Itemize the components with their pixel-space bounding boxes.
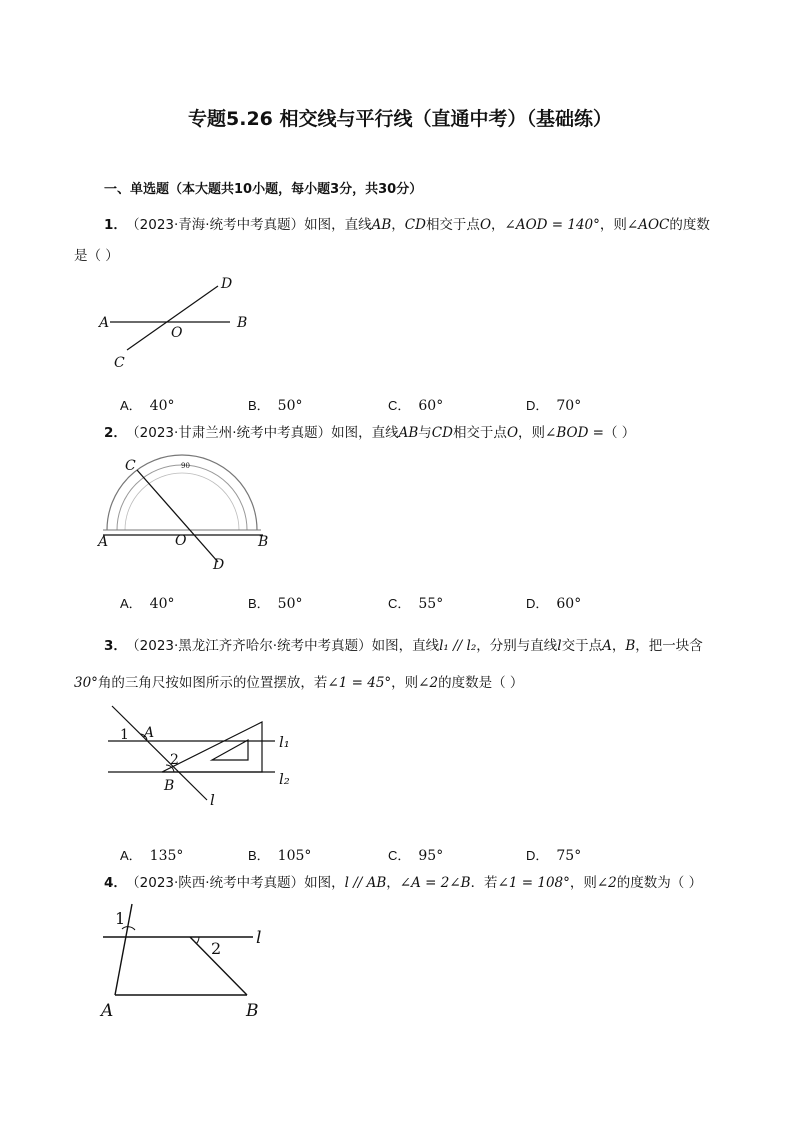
- question-number: 2．: [104, 425, 127, 441]
- line-l: [112, 706, 207, 800]
- q3-option-a[interactable]: A． 135°: [120, 848, 184, 864]
- label-o: O: [175, 533, 187, 549]
- label-b: B: [237, 315, 248, 331]
- question-1-figure: [90, 270, 290, 375]
- q3-option-b[interactable]: B． 105°: [248, 848, 312, 864]
- label-a: A: [99, 315, 110, 331]
- label-a: A: [98, 534, 109, 550]
- section-heading: 一、单选题（本大题共10小题，每小题3分，共30分）: [104, 182, 423, 197]
- label-b: B: [246, 1001, 259, 1021]
- label-a: A: [101, 1001, 114, 1021]
- question-4-figure: [95, 900, 295, 1025]
- label-l: l: [256, 928, 262, 948]
- question-1-line-2: 是（ ）: [74, 248, 119, 264]
- label-l: l: [210, 791, 215, 809]
- label-l2: l₂: [279, 770, 290, 788]
- protractor-90-label: 90: [181, 462, 190, 470]
- page-title: 专题5.26 相交线与平行线（直通中考）（基础练）: [188, 108, 612, 130]
- question-number: 4．: [104, 875, 127, 891]
- label-c: C: [114, 355, 125, 371]
- label-d: D: [221, 276, 233, 292]
- label-angle-1: 1: [115, 909, 126, 928]
- q3-option-d[interactable]: D． 75°: [526, 848, 582, 864]
- label-angle-1: 1: [120, 727, 129, 743]
- question-3-line-1: 3． （2023·黑龙江齐齐哈尔·统考中考真题）如图，直线l₁ // l₂，分别与直线l交于点A，B，把一块含: [104, 638, 703, 654]
- q3-option-c[interactable]: C． 95°: [388, 848, 444, 864]
- q1-option-b[interactable]: B． 50°: [248, 398, 303, 414]
- question-4-line-1: 4． （2023·陕西·统考中考真题）如图，l // AB，∠A = 2∠B．若∠1 = 108°，则∠2的度数为（ ）: [104, 875, 703, 891]
- question-number: 3．: [104, 638, 127, 654]
- label-angle-2: 2: [170, 752, 179, 768]
- set-square-inner: [212, 740, 248, 760]
- q1-option-c[interactable]: C． 60°: [388, 398, 444, 414]
- q2-option-b[interactable]: B． 50°: [248, 596, 303, 612]
- question-2-line-1: 2． （2023·甘肃兰州·统考中考真题）如图，直线AB与CD相交于点O，则∠BOD =（ ）: [104, 425, 636, 441]
- question-3-figure: [100, 702, 300, 812]
- question-2-figure: [95, 448, 285, 573]
- q2-option-d[interactable]: D． 60°: [526, 596, 582, 612]
- label-a: A: [144, 725, 155, 741]
- q2-option-c[interactable]: C． 55°: [388, 596, 444, 612]
- question-1-line-1: 1． （2023·青海·统考中考真题）如图，直线AB，CD相交于点O，∠AOD = 140°，则∠AOC的度数: [104, 217, 710, 233]
- label-b: B: [258, 534, 269, 550]
- q1-option-d[interactable]: D． 70°: [526, 398, 582, 414]
- label-b: B: [164, 778, 175, 794]
- q1-option-a[interactable]: A． 40°: [120, 398, 175, 414]
- question-number: 1．: [104, 217, 127, 233]
- label-l1: l₁: [279, 733, 290, 751]
- q2-option-a[interactable]: A． 40°: [120, 596, 175, 612]
- label-c: C: [125, 458, 136, 474]
- angle-2-arc: [196, 937, 199, 944]
- question-3-line-2: 30°角的三角尺按如图所示的位置摆放，若∠1 = 45°，则∠2的度数是（ ）: [74, 675, 524, 691]
- label-o: O: [171, 325, 183, 341]
- label-angle-2: 2: [211, 939, 222, 958]
- label-d: D: [213, 557, 225, 573]
